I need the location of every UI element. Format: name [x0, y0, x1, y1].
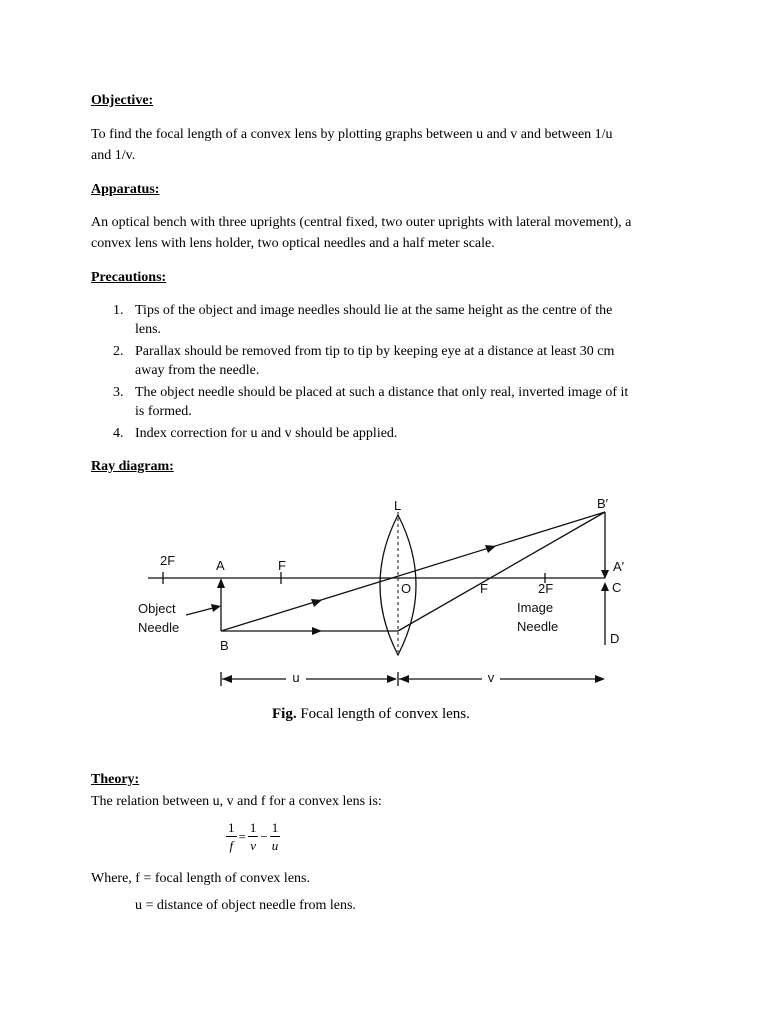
label-f-left: F — [278, 558, 286, 573]
theory-u-definition: u = distance of object needle from lens. — [135, 898, 356, 913]
image-needle-arrowhead — [601, 582, 609, 591]
figure-caption — [272, 705, 470, 723]
precautions-heading: Precautions: — [91, 270, 167, 285]
theory-heading: Theory: — [91, 772, 140, 787]
minus-sign: − — [260, 829, 268, 844]
label-o: O — [401, 581, 412, 596]
ray-through-centre-arrowhead — [485, 545, 496, 553]
label-v: v — [487, 670, 495, 685]
list-item-number: 3. — [113, 385, 124, 400]
fraction-lhs — [226, 819, 237, 854]
label-image-needle-line-2: Needle — [517, 619, 559, 634]
fraction-numerator: 1 — [249, 820, 257, 835]
label-b-prime: B′ — [597, 496, 609, 511]
list-item-number: 2. — [113, 344, 124, 359]
list-item-text: Tips of the object and image needles should lie at the same height as the centre of the — [135, 303, 613, 318]
fraction-numerator: 1 — [228, 820, 235, 835]
label-l: L — [394, 498, 402, 513]
label-d: D — [610, 631, 620, 646]
list-item-text: The object needle should be placed at such a distance that only real, inverted image of it — [135, 385, 629, 400]
label-2f-left: 2F — [160, 553, 176, 568]
label-2f-right: 2F — [538, 581, 554, 596]
apparatus-line-1: An optical bench with three uprights (central fixed, two outer uprights with lateral movement), a — [91, 215, 632, 230]
ray-diagram — [130, 490, 640, 700]
ray-parallel-arrowhead — [312, 627, 322, 635]
list-item-number: 1. — [113, 303, 124, 318]
list-item-text: Parallax should be removed from tip to tip by keeping eye at a distance at least 30 cm — [135, 344, 615, 359]
objective-line-2: and 1/v. — [91, 148, 136, 163]
dimension-arrowhead — [595, 675, 605, 683]
object-needle-pointer — [186, 608, 213, 615]
list-item-text: lens. — [135, 322, 162, 337]
label-a-prime: A′ — [613, 559, 625, 574]
label-object-needle-line-2: Needle — [138, 620, 180, 635]
fraction-term-2 — [270, 819, 281, 854]
list-item-text: away from the needle. — [135, 363, 260, 378]
list-item-text: is formed. — [135, 404, 192, 419]
apparatus-heading: Apparatus: — [91, 182, 160, 197]
label-f-right: F — [480, 581, 488, 596]
object-needle-arrowhead — [217, 578, 225, 588]
ray-diagram-heading: Ray diagram: — [91, 459, 174, 474]
label-u: u — [292, 670, 300, 685]
fraction-denominator: f — [229, 838, 234, 853]
object-needle-pointer-arrowhead — [211, 604, 221, 612]
theory-where: Where, f = focal length of convex lens. — [91, 871, 310, 886]
label-image-needle-line-1: Image — [517, 600, 554, 615]
apparatus-line-2: convex lens with lens holder, two optical needles and a half meter scale. — [91, 236, 495, 251]
fraction-denominator: v — [250, 838, 256, 853]
label-object-needle-line-1: Object — [138, 601, 176, 616]
ray-through-centre-arrowhead — [311, 599, 322, 607]
theory-intro: The relation between u, v and f for a convex lens is: — [91, 794, 382, 809]
ray-refracted — [398, 512, 605, 631]
list-item-number: 4. — [113, 426, 124, 441]
equals-sign: = — [238, 829, 246, 844]
fraction-numerator: 1 — [271, 820, 279, 835]
label-b: B — [220, 638, 229, 653]
objective-heading: Objective: — [91, 93, 154, 108]
dimension-arrowhead — [387, 675, 397, 683]
label-a: A — [216, 558, 225, 573]
list-item-text: Index correction for u and v should be applied. — [135, 426, 398, 441]
label-c: C — [612, 580, 622, 595]
figure-caption-text: Focal length of convex lens. — [300, 706, 470, 722]
fraction-denominator: u — [271, 838, 279, 853]
fraction-term-1 — [248, 819, 259, 854]
lens-formula — [226, 819, 280, 854]
objective-line-1: To find the focal length of a convex lens by plotting graphs between u and v and between 1/u — [91, 127, 613, 142]
figure-caption-prefix: Fig. — [272, 706, 297, 722]
